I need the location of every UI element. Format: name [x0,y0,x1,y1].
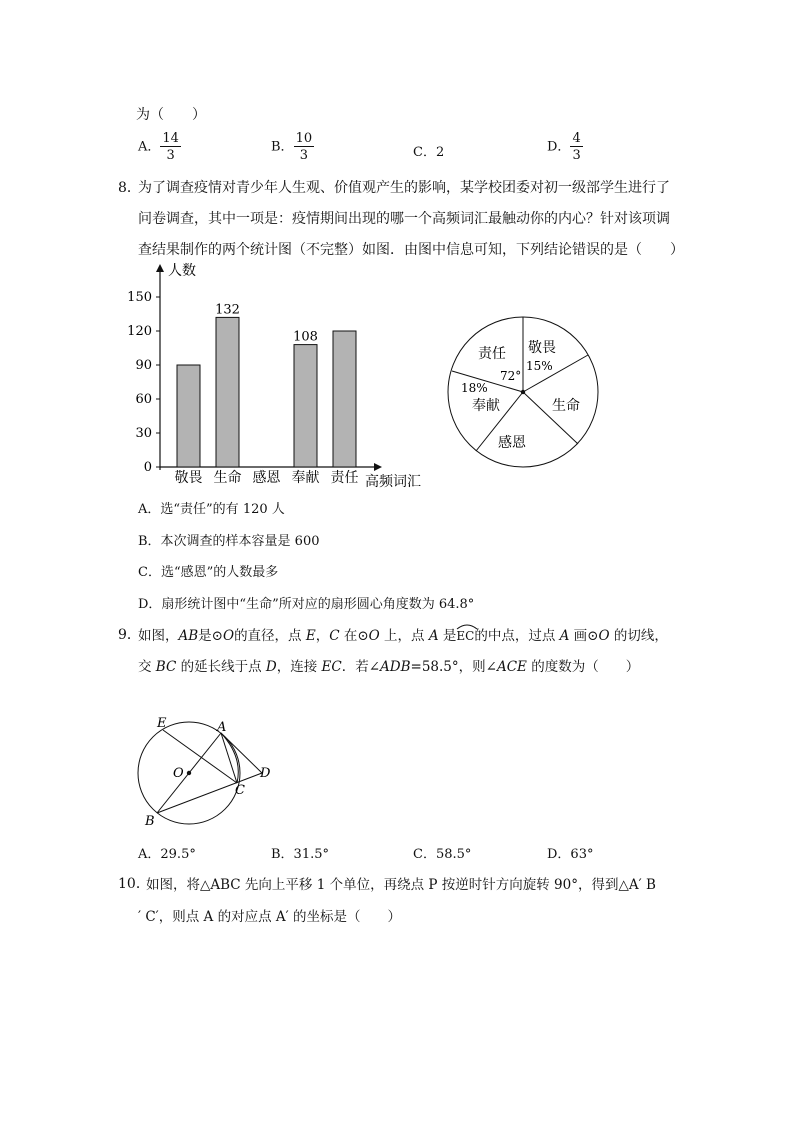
q8-line-1: 为了调查疫情对青少年人生观、价值观产生的影响，某学校团委对初一级部学生进行了 [138,180,670,196]
pie-center [521,390,525,394]
q8-option-c[interactable]: C．选“感恩”的人数最多 [138,565,279,580]
label-o: O [173,766,184,781]
label-b: B [145,814,155,829]
x-axis-label: 高频词汇 [365,474,421,490]
label-e: E [157,716,167,731]
bar-1 [216,317,239,467]
pie-label-zeren: 责任 [478,346,506,362]
pie-pct-fengxian: 18% [461,381,488,395]
category-label: 生命 [213,470,242,486]
y-tick-label: 30 [135,426,152,441]
category-label: 敬畏 [174,470,203,486]
bar-3 [294,345,317,467]
q8-option-b[interactable]: B．本次调查的样本容量是 600 [138,534,320,549]
q10-number: 10． [118,876,150,892]
category-label: 奉献 [291,470,320,486]
bar-0 [177,365,200,467]
q7-option-a[interactable]: A． $\frac{14}{3}$ [138,131,179,163]
q8-line-3: 查结果制作的两个统计图（不完整）如图．由图中信息可知，下列结论错误的是（ ） [138,242,684,258]
arc-ec: EC [456,625,474,643]
q8-number: 8． [118,180,141,196]
y-tick-label: 60 [135,392,152,407]
q10-line-2: ′ C′，则点 A 的对应点 A′ 的坐标是（ ） [138,909,401,925]
q7-option-b[interactable]: B． $\frac{10}{3}$ [271,131,313,163]
pie-label-fengxian: 奉献 [472,398,500,414]
y-axis-label: 人数 [168,263,196,279]
y-tick-label: 90 [135,358,152,373]
q9-option-b[interactable]: B．31.5° [271,847,329,862]
q9-line-2: 交 BC 的延长线于点 D，连接 EC．若∠ADB=58.5°，则∠ACE 的度数为（ ） [138,659,640,675]
label-c: C [235,783,245,798]
q7-option-d[interactable]: D． $\frac{4}{3}$ [547,131,581,163]
q8-option-a[interactable]: A．选“责任”的有 120 人 [138,502,285,517]
q8-option-d[interactable]: D．扇形统计图中“生命”所对应的扇形圆心角度数为 64.8° [138,597,475,612]
label-a: A [217,720,227,735]
bar-4 [333,331,356,467]
label-d: D [260,766,271,781]
pie-label-ganen: 感恩 [498,435,526,451]
q8-line-2: 问卷调查，其中一项是：疫情期间出现的哪一个高频词汇最触动你的内心？针对该项调 [138,211,670,227]
q7-option-c[interactable]: C．2 [413,145,445,160]
x-axis-arrow [374,463,382,471]
q10-line-1: 如图，将△ABC 先向上平移 1 个单位，再绕点 P 按逆时针方向旋转 90°，得到△A′ B [146,877,656,893]
category-label: 责任 [330,470,359,486]
bar-data-label: 132 [215,302,240,318]
category-label: 感恩 [252,470,281,486]
y-axis-arrow [156,264,164,272]
y-tick-label: 0 [143,460,152,475]
circle-tangent-figure [135,712,285,832]
center-dot [187,771,191,775]
q9-line-1: 如图，AB是⊙O的直径，点 E，C 在⊙O 上，点 A 是 EC的中点，过点 A 画⊙O 的切线， [138,624,668,644]
pie-chart [448,314,608,474]
pie-pct-jingwei: 15% [526,359,553,373]
q9-number: 9． [118,627,141,643]
pie-angle-zeren: 72° [500,369,522,383]
q7-tail: 为（ ） [136,107,206,123]
pie-label-shengming: 生命 [552,398,580,414]
q9-option-a[interactable]: A．29.5° [138,847,196,862]
bar-data-label: 108 [293,329,318,345]
pie-label-jingwei: 敬畏 [528,340,556,356]
y-tick-label: 150 [127,290,152,305]
bar-chart [127,260,430,492]
q9-option-d[interactable]: D．63° [547,847,594,862]
y-tick-label: 120 [127,324,152,339]
q9-option-c[interactable]: C．58.5° [413,847,472,862]
